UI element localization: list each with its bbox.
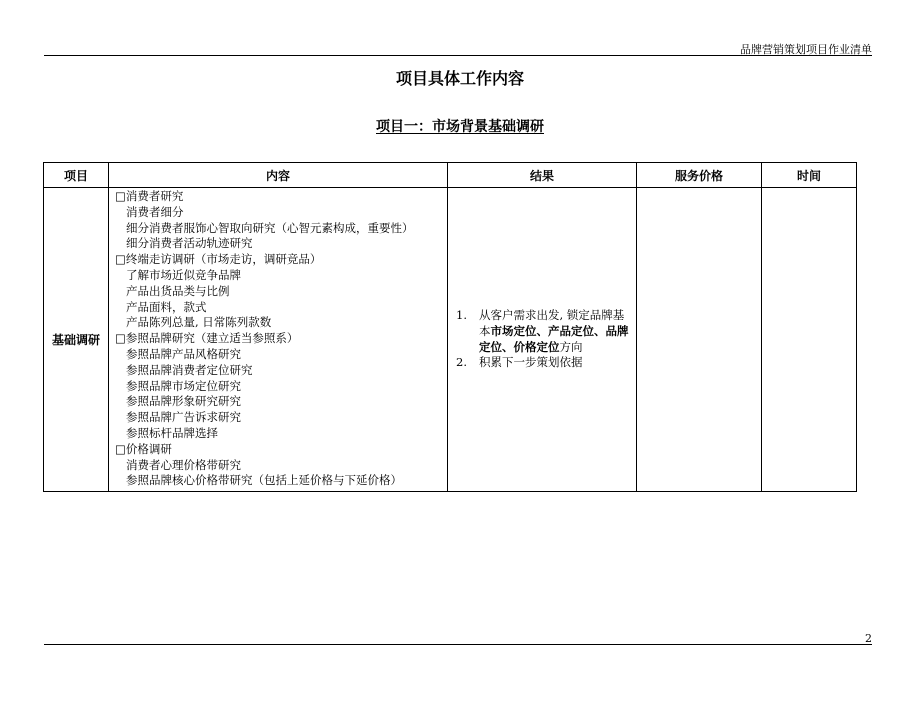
result-item — [456, 308, 630, 355]
content-sub-item: 了解市场近似竞争品牌 — [126, 267, 241, 282]
col-header-result: 结果 — [448, 163, 637, 188]
content-sub-item: 参照标杆品牌选择 — [126, 425, 218, 440]
result-cell — [448, 188, 637, 492]
content-sub-item: 参照品牌市场定位研究 — [126, 378, 241, 393]
work-table — [43, 162, 857, 492]
content-sub-item: 参照品牌产品风格研究 — [126, 346, 241, 361]
content-sub-item: 消费者心理价格带研究 — [126, 457, 241, 472]
content-sub-item: 参照品牌消费者定位研究 — [126, 362, 253, 377]
col-header-content: 内容 — [109, 163, 448, 188]
section-subtitle-text: 项目一：市场背景基础调研 — [376, 119, 544, 135]
result-list — [448, 308, 636, 371]
content-sub-item: 产品陈列总量, 日常陈列款数 — [126, 315, 272, 330]
content-sub-item: 参照品牌核心价格带研究（包括上延价格与下延价格） — [126, 473, 402, 488]
content-section-item: □终端走访调研（市场走访，调研竞品） — [115, 252, 322, 267]
content-list — [115, 189, 447, 489]
header-rule — [44, 55, 872, 56]
content-sub-item: 参照品牌广告诉求研究 — [126, 410, 241, 425]
result-item-text: 积累下一步策划依据 — [479, 355, 583, 370]
result-item-pre: 从客户需求出发, 锁定品牌基本 — [479, 307, 625, 338]
time-cell — [762, 188, 857, 492]
result-item-bold: 市场定位、产品定位、品牌定位、价格定位 — [479, 323, 629, 354]
result-item-post: 方向 — [559, 339, 583, 354]
page-title: 项目具体工作内容 — [395, 69, 524, 88]
content-sub-item: 参照品牌形象研究研究 — [126, 394, 241, 409]
content-sub-item: 产品面料，款式 — [126, 299, 207, 314]
col-header-time: 时间 — [762, 163, 857, 188]
doc-header-title: 品牌营销策划项目作业清单 — [740, 43, 872, 56]
col-header-price: 服务价格 — [637, 163, 762, 188]
footer-rule — [44, 644, 872, 645]
content-cell — [109, 188, 448, 492]
project-cell: 基础调研 — [44, 188, 109, 492]
result-item-number: 2. — [456, 355, 467, 370]
content-section-item: □价格调研 — [115, 441, 172, 456]
section-subtitle — [0, 116, 920, 136]
content-section-item: □消费者研究 — [115, 189, 184, 203]
result-item — [456, 355, 630, 371]
result-item-text — [479, 308, 630, 355]
price-cell — [637, 188, 762, 492]
content-sub-item: 细分消费者服饰心智取向研究（心智元素构成，重要性） — [126, 220, 414, 235]
content-sub-item: 细分消费者活动轨迹研究 — [126, 236, 253, 251]
table-header-row — [44, 163, 857, 188]
content-sub-item: 消费者细分 — [126, 204, 184, 219]
page-number: 2 — [865, 632, 872, 645]
table-row — [44, 188, 857, 492]
content-sub-item: 产品出货品类与比例 — [126, 283, 230, 298]
result-item-number: 1. — [456, 307, 467, 322]
col-header-project: 项目 — [44, 163, 109, 188]
content-section-item: □参照品牌研究（建立适当参照系） — [115, 331, 299, 346]
